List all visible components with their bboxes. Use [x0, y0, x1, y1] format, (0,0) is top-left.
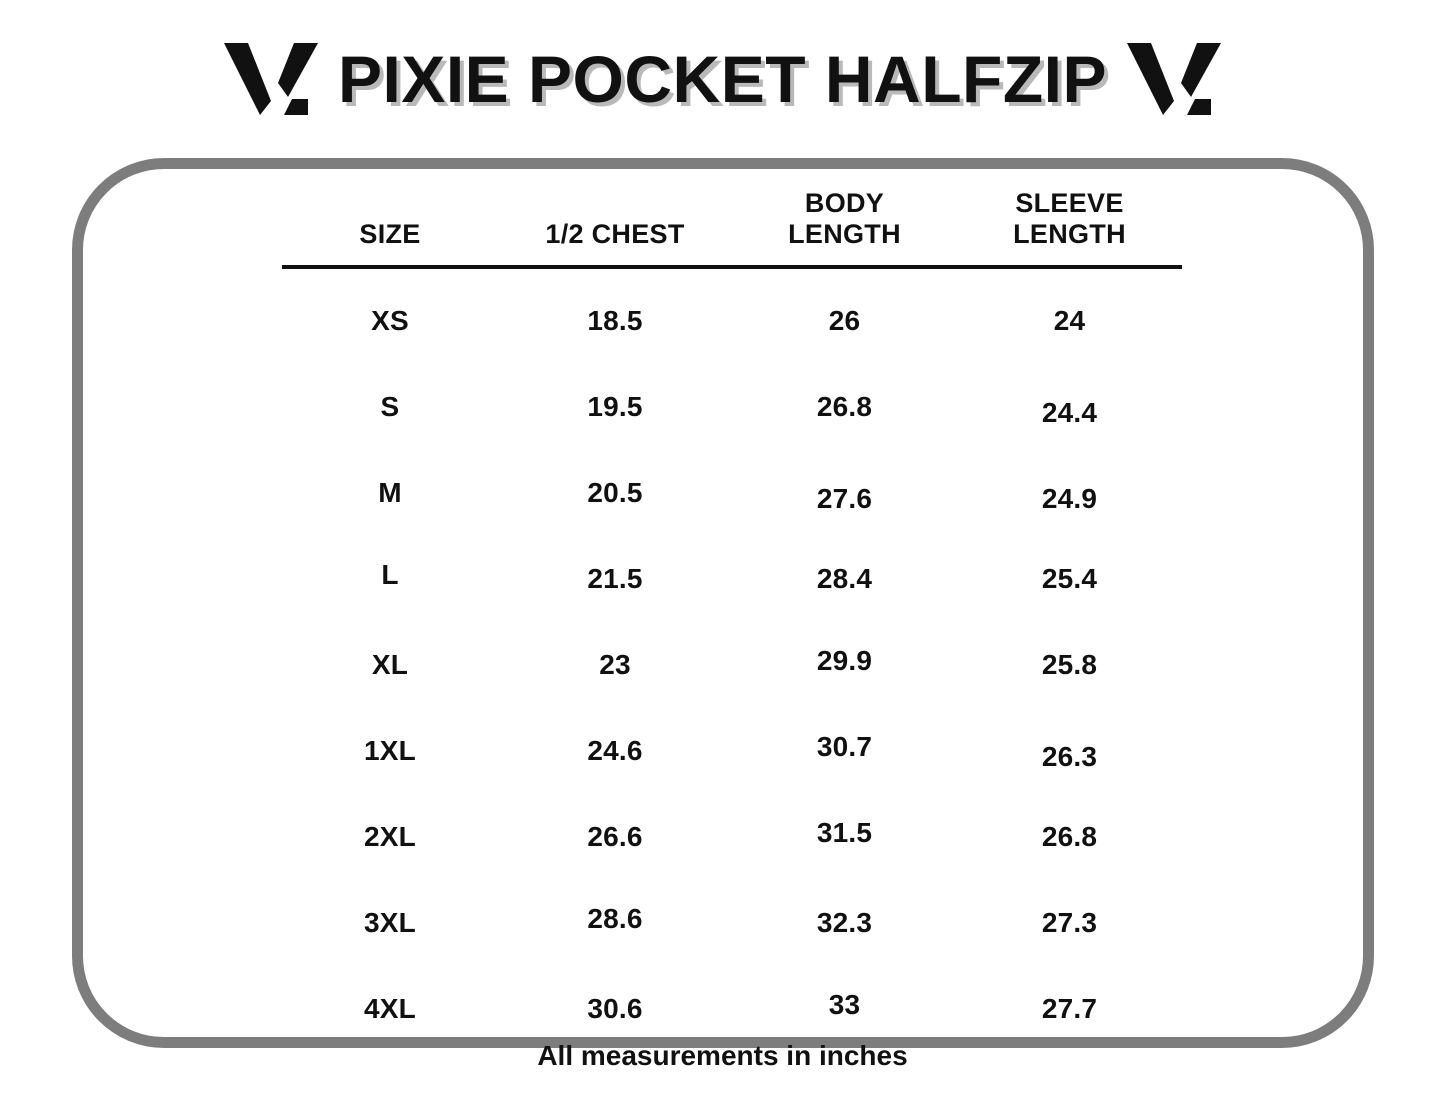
- cell-sleeve-length: 24: [1053, 304, 1086, 336]
- cell-sleeve-length: 25.4: [1041, 562, 1098, 594]
- cell-size: L: [381, 558, 399, 590]
- table-row: [282, 966, 1182, 1052]
- measurements-footnote: All measurements in inches: [537, 1040, 908, 1071]
- column-header-body-length-line2: LENGTH: [788, 219, 901, 250]
- table-row: [282, 622, 1182, 708]
- column-header-sleeve-length: [957, 184, 1182, 267]
- cell-size: 4XL: [364, 992, 416, 1024]
- cell-sleeve-length: 24.9: [1041, 482, 1098, 514]
- cell-half-chest: 30.6: [587, 992, 643, 1024]
- cell-half-chest: 28.6: [587, 902, 643, 934]
- table-header-row: [282, 184, 1182, 267]
- cell-sleeve-length: 27.3: [1041, 906, 1098, 938]
- cell-half-chest: 23: [599, 648, 631, 680]
- table-body: [282, 267, 1182, 1052]
- cell-body-length: 28.4: [816, 562, 873, 594]
- brand-chevron-logo-right-icon: [1125, 39, 1223, 119]
- cell-half-chest: 18.5: [587, 304, 643, 336]
- cell-sleeve-length: 26.3: [1041, 740, 1098, 772]
- column-header-size-line1: SIZE: [359, 219, 421, 250]
- table-row: [282, 708, 1182, 794]
- cell-sleeve-length: 24.4: [1041, 396, 1098, 428]
- size-chart-table: [282, 184, 1182, 1052]
- cell-sleeve-length: 26.8: [1041, 820, 1098, 852]
- cell-body-length: 31.5: [816, 816, 873, 848]
- table-row: [282, 794, 1182, 880]
- cell-size: XS: [371, 304, 409, 336]
- column-header-half-chest: [498, 184, 732, 267]
- cell-body-length: 29.9: [816, 644, 873, 676]
- column-header-size: [282, 184, 498, 267]
- cell-body-length: 27.6: [816, 482, 873, 514]
- column-header-body-length: [732, 184, 957, 267]
- cell-body-length: 32.3: [816, 906, 873, 938]
- size-chart-card: [72, 158, 1374, 1048]
- cell-size: 2XL: [364, 820, 416, 852]
- cell-size: XL: [371, 648, 409, 680]
- brand-chevron-logo-left-icon: [222, 39, 320, 119]
- column-header-half-chest-line1: 1/2 CHEST: [545, 219, 685, 250]
- table-row: [282, 880, 1182, 966]
- page-title: PIXIE POCKET HALFZIP: [337, 42, 1108, 116]
- column-header-sleeve-length-line1: SLEEVE: [1015, 188, 1124, 218]
- table-row: [282, 267, 1182, 364]
- table-header: [282, 184, 1182, 267]
- cell-size: 3XL: [364, 906, 416, 938]
- cell-size: S: [380, 390, 400, 422]
- cell-body-length: 33: [828, 988, 861, 1020]
- column-header-body-length-line1: BODY: [804, 188, 885, 218]
- size-table-container: [282, 184, 1182, 1052]
- cell-size: 1XL: [364, 734, 416, 766]
- table-row: [282, 364, 1182, 450]
- cell-half-chest: 26.6: [587, 820, 643, 852]
- cell-body-length: 30.7: [816, 730, 873, 762]
- cell-half-chest: 24.6: [587, 734, 643, 766]
- table-row: [282, 536, 1182, 622]
- page-header: [0, 0, 1445, 140]
- cell-half-chest: 21.5: [587, 562, 643, 594]
- column-header-sleeve-length-line2: LENGTH: [1013, 219, 1126, 250]
- cell-half-chest: 19.5: [587, 390, 643, 422]
- cell-half-chest: 20.5: [587, 476, 643, 508]
- table-row: [282, 450, 1182, 536]
- cell-sleeve-length: 25.8: [1041, 648, 1098, 680]
- cell-body-length: 26.8: [816, 390, 873, 422]
- cell-body-length: 26: [828, 304, 861, 336]
- cell-sleeve-length: 27.7: [1041, 992, 1098, 1024]
- cell-size: M: [378, 476, 402, 508]
